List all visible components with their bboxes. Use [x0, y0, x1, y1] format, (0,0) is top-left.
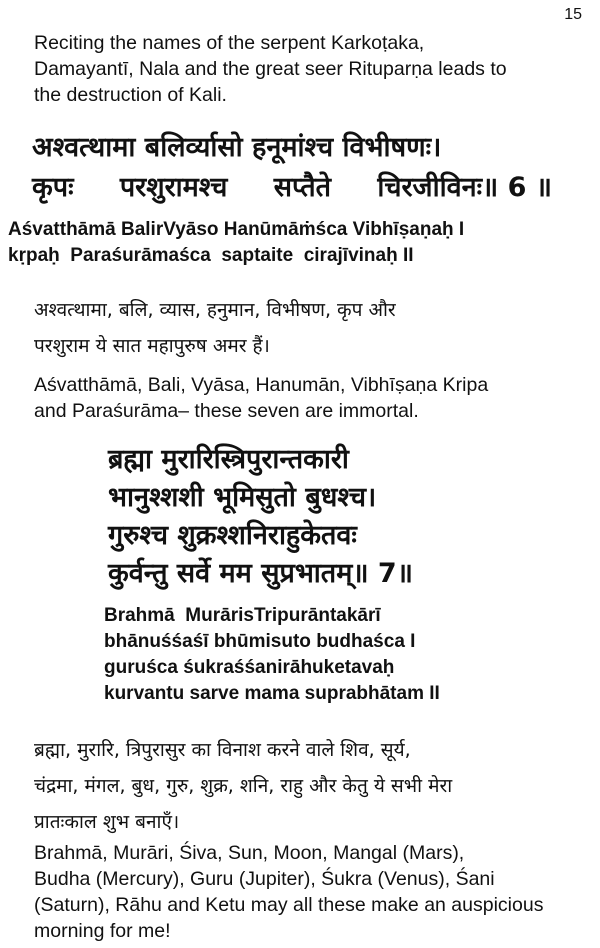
verse-6-hindi-line-2: परशुराम ये सात महापुरुष अमर हैं। [34, 335, 270, 357]
verse-7-sanskrit-line-4: कुर्वन्तु सर्वे मम सुप्रभातम्॥ 7॥ [108, 558, 413, 589]
verse-7-hindi-line-3: प्रातःकाल शुभ बनाएँ। [34, 811, 180, 833]
verse-7-english-line-4: morning for me! [34, 920, 171, 942]
verse-7-sanskrit-line-1: ब्रह्मा मुरारिस्त्रिपुरान्तकारी [108, 444, 349, 475]
verse-7-sanskrit-line-2: भानुश्शशी भूमिसुतो बुधश्च। [108, 482, 377, 513]
verse-6-word-2: परशुरामश्च [119, 172, 228, 203]
verse-6-sanskrit-line-2 [32, 168, 552, 208]
verse-6-translit-line-2: kṛpaḥ Paraśurāmaśca saptaite cirajīvinaḥ II [8, 245, 414, 266]
verse-7-translit-line-2: bhānuśśaśī bhūmisuto budhaśca I [104, 631, 416, 652]
verse-7-translit-line-4: kurvantu sarve mama suprabhātam II [104, 683, 440, 704]
verse-6-english [34, 372, 574, 424]
verse-6-transliteration [8, 217, 464, 269]
verse-6-word-4: चिरजीविनः॥ 6 ॥ [377, 172, 552, 203]
verse-6-word-3: सप्तैते [273, 172, 332, 203]
verse-6-translit-line-1: Aśvatthāmā BalirVyāso Hanūmāṁśca Vibhīṣaṇaḥ I [8, 219, 465, 240]
verse-7-english-line-3: (Saturn), Rāhu and Ketu may all these make an auspicious [34, 894, 544, 916]
verse-6-english-line-2: and Paraśurāma– these seven are immortal. [34, 400, 419, 422]
verse-7-english-line-2: Budha (Mercury), Guru (Jupiter), Śukra (Venus), Śani [34, 868, 495, 890]
verse-6-word-1: कृपः [32, 172, 74, 203]
verse-6-english-line-1: Aśvatthāmā, Bali, Vyāsa, Hanumān, Vibhīṣaṇa Kripa [34, 374, 489, 396]
page-number: 15 [564, 6, 582, 23]
verse-7-translit-line-3: guruśca śukraśśanirāhuketavaḥ [104, 657, 395, 678]
verse-7-hindi-line-2: चंद्रमा, मंगल, बुध, गुरु, शुक्र, शनि, राहु और केतु ये सभी मेरा [34, 775, 453, 797]
verse-7-english-line-1: Brahmā, Murāri, Śiva, Sun, Moon, Mangal (Mars), [34, 842, 465, 864]
verse-7-translit-line-1: Brahmā MurārisTripurāntakārī [104, 605, 381, 626]
intro-line-1: Reciting the names of the serpent Karkoṭaka, [34, 32, 425, 54]
verse-6-hindi [34, 292, 584, 364]
intro-paragraph [34, 30, 594, 108]
verse-6-sanskrit [32, 128, 572, 208]
intro-line-2: Damayantī, Nala and the great seer Rituparṇa leads to [34, 58, 507, 80]
verse-7-hindi-line-1: ब्रह्मा, मुरारि, त्रिपुरासुर का विनाश करने वाले शिव, सूर्य, [34, 739, 411, 761]
verse-6-sanskrit-line-1: अश्वत्थामा बलिर्व्यासो हनूमांश्च विभीषणः। [32, 132, 442, 163]
verse-6-hindi-line-1: अश्वत्थामा, बलि, व्यास, हनुमान, विभीषण, कृप और [34, 299, 396, 321]
verse-7-transliteration [104, 603, 440, 707]
verse-7-english [34, 840, 594, 944]
verse-7-hindi [34, 732, 584, 840]
verse-7-sanskrit-line-3: गुरुश्च शुक्रश्शनिराहुकेतवः [108, 520, 357, 551]
verse-7-sanskrit [108, 441, 413, 593]
intro-line-3: the destruction of Kali. [34, 84, 227, 106]
